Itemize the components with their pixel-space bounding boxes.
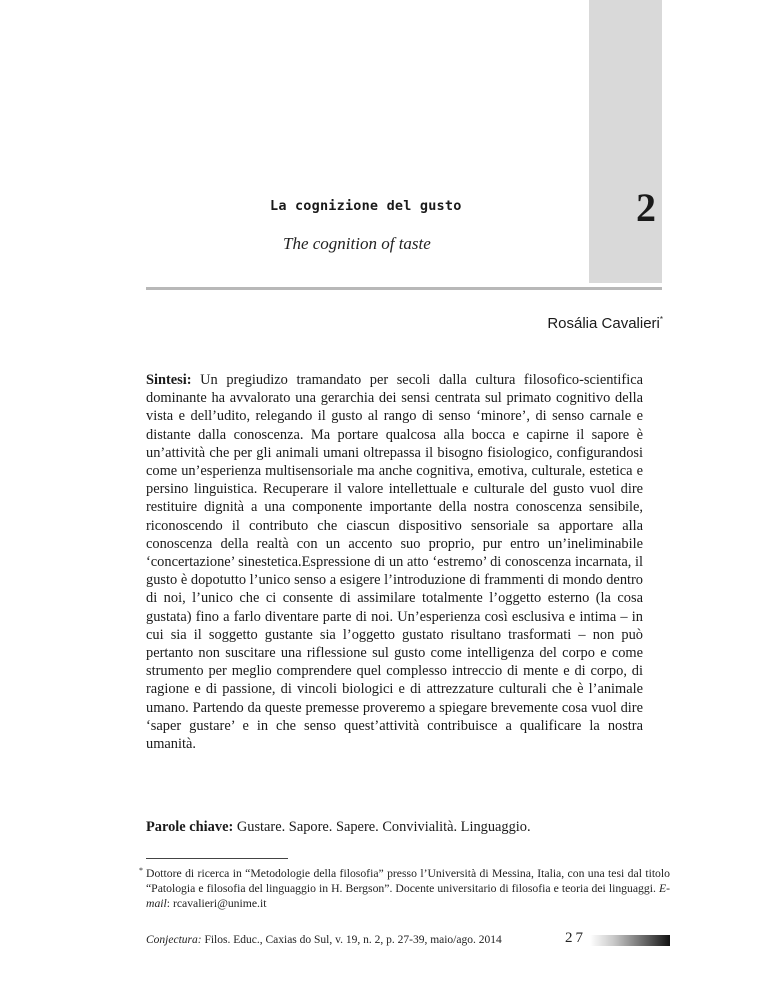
footnote-mark: * — [139, 866, 143, 875]
footnote — [139, 866, 670, 911]
footnote-rule — [146, 858, 288, 859]
keywords — [146, 819, 643, 836]
email-value: : rcavalieri@unime.it — [166, 897, 267, 910]
author — [547, 315, 663, 332]
page-footer — [146, 934, 502, 946]
abstract-label: Sintesi: — [146, 372, 192, 388]
footnote-text: Dottore di ricerca in “Metodologie della filosofia” presso l’Università di Messina, Italia, con una tesi dal titolo “Patologia e filosofia del linguaggio in H. Bergson”. Docente universitario di filosofia e teoria dei linguaggi. — [146, 867, 670, 895]
footer-gradient-bar — [590, 935, 670, 946]
author-name: Rosália Cavalieri — [547, 315, 660, 332]
article-subtitle: The cognition of taste — [283, 234, 431, 253]
email-label: E-mail — [146, 882, 670, 910]
keywords-label: Parole chiave: — [146, 819, 234, 835]
chapter-number: 2 — [636, 185, 656, 230]
author-footnote-mark: * — [659, 315, 663, 324]
abstract — [146, 371, 643, 753]
citation: Filos. Educ., Caxias do Sul, v. 19, n. 2, p. 27-39, maio/ago. 2014 — [201, 934, 502, 946]
abstract-text: Un pregiudizo tramandato per secoli dalla cultura filosofico-scientifica dominante ha avvalorato una gerarchia dei sensi centrata sul primato cognitivo della vista e dell’udito, relegando il gusto al rango di senso ‘minore’, di senso carnale e distante dalla conoscenza. Ma portare qualcosa alla bocca e capirne il sapore è un’attività che per gli animali umani oltrepassa il bisogno fisiologico, configurandosi come un’esperienza multisensoriale ma anche cognitiva, emotiva, culturale, estetica e persino linguistica. Recuperare il valore intellettuale e culturale del gusto vuol dire restituire dignità a una componente importante della nostra conoscenza sensibile, riconoscendo il contributo che ciascun dispositivo sensoriale sa apportare alla conoscenza della realtà con un accento suo proprio, pur entro un’ineliminabile ‘concertazione’ sinestetica.Espressione di un atto ‘estremo’ di conoscenza incarnata, il gusto è dopotutto l’unico senso a esigere l’introduzione di frammenti di mondo dentro di noi, l’unico che ci consente di assimilare totalmente l’oggetto esterno (la cosa gustata) fino a farlo diventare parte di noi. Un’esperienza così esclusiva e intima – in cui sia il soggetto gustante sia l’oggetto gustato risultano trasformati – non può pertanto non suscitare una riflessione sul gusto come intelligenza del corpo e come strumento per meglio comprendere quel complesso intreccio di mente e di corpo, di ragione e di passione, di vincoli biologici e di attrezzature culturali che è l’animale umano. Partendo da queste premesse proveremo a spiegare brevemente cosa vuol dire ‘saper gustare’ e in che senso quest’attività contribuisce a qualificare la nostra umanità. — [146, 372, 643, 753]
article-title: La cognizione del gusto — [270, 198, 462, 214]
keywords-text: Gustare. Sapore. Sapere. Convivialità. Linguaggio. — [233, 819, 531, 835]
page-number: 27 — [565, 930, 586, 946]
header-rule — [146, 287, 662, 290]
journal-name: Conjectura: — [146, 934, 202, 946]
chapter-tab — [589, 0, 662, 283]
